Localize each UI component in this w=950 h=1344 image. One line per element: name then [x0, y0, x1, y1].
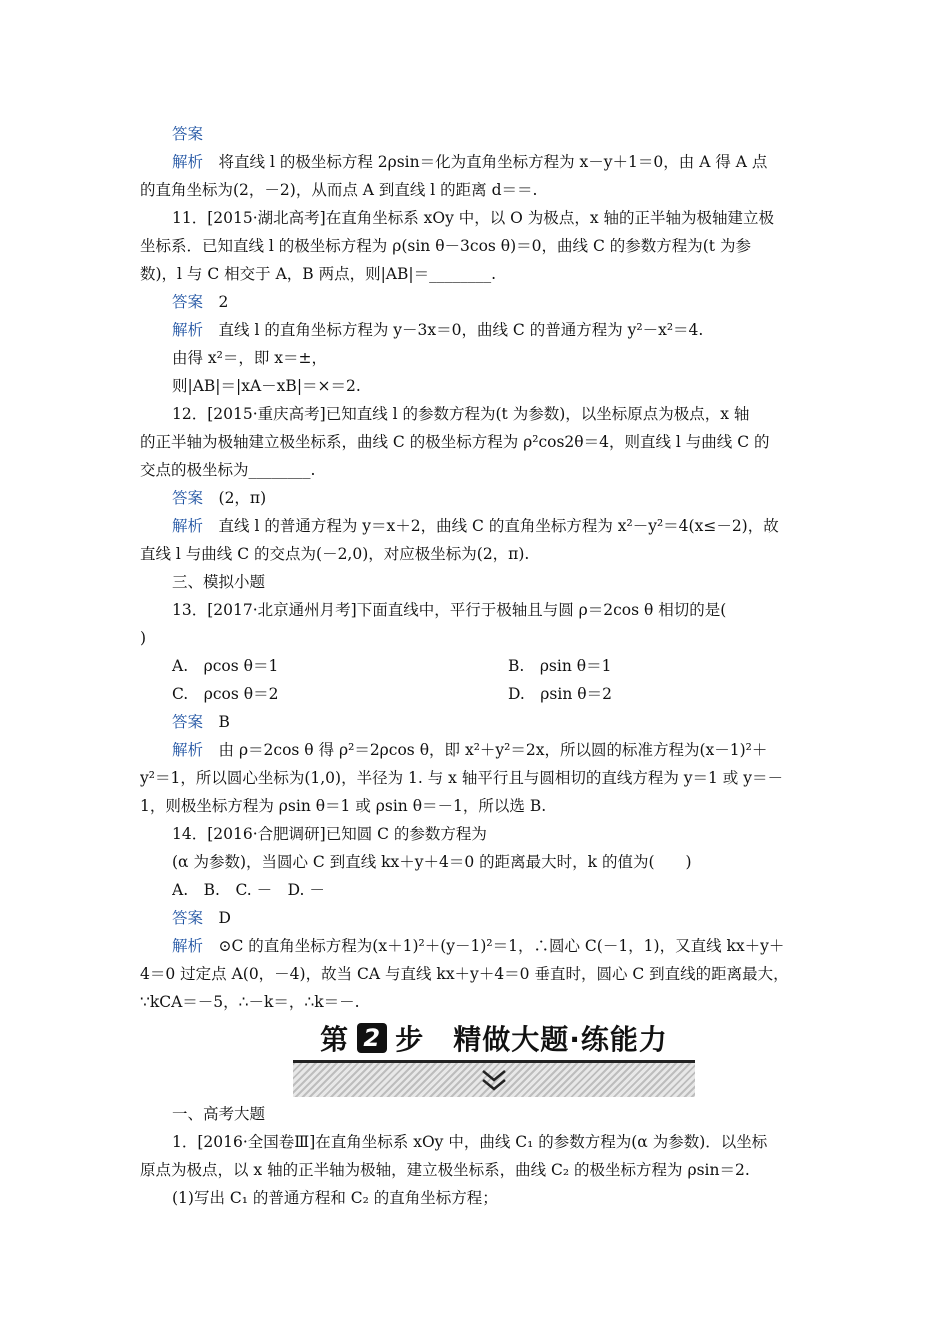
text-line — [172, 348, 810, 368]
answer-label: 答案 — [172, 909, 204, 927]
line-text: (2，π) — [203, 489, 267, 507]
text-line — [172, 208, 810, 228]
answer-label: 答案 — [172, 293, 204, 311]
line-text: (1)写出 C₁ 的普通方程和 C₂ 的直角坐标方程； — [172, 1189, 498, 1207]
line-text: 一、高考大题 — [172, 1105, 266, 1123]
text-line — [140, 768, 810, 788]
line-text: 11．[2015·湖北高考]在直角坐标系 xOy 中，以 O 为极点，x 轴的正半轴为极轴建立极 — [172, 209, 774, 227]
text-line — [172, 936, 810, 956]
text-line — [172, 516, 810, 536]
text-line — [140, 992, 810, 1012]
text-line — [172, 572, 810, 592]
answer-label: 答案 — [172, 489, 204, 507]
banner-suffix: 步 精做大题·练能力 — [395, 1023, 668, 1056]
line-text: 直线 l 与曲线 C 的交点为(－2,0)，对应极坐标为(2，π). — [140, 545, 530, 563]
text-line — [172, 880, 810, 900]
answer-label: 解析 — [172, 517, 204, 535]
answer-label: 解析 — [172, 321, 204, 339]
text-line — [172, 908, 810, 928]
answer-label: 解析 — [172, 153, 204, 171]
line-text: 原点为极点，以 x 轴的正半轴为极轴，建立极坐标系，曲线 C₂ 的极坐标方程为 ρsin＝2. — [140, 1161, 750, 1179]
line-text: 1，则极坐标方程为 ρsin θ＝1 或 ρsin θ＝－1，所以选 B. — [140, 797, 547, 815]
option-c: C. ρcos θ＝2 — [172, 685, 279, 703]
line-text: 直线 l 的直角坐标方程为 y－3x＝0，曲线 C 的普通方程为 y²－x²＝4. — [203, 321, 704, 339]
text-line — [172, 124, 810, 144]
answer-label: 答案 — [172, 713, 204, 731]
section-banner — [293, 1018, 695, 1094]
line-text: D — [203, 909, 231, 927]
text-line — [140, 1160, 810, 1180]
text-line — [172, 376, 810, 396]
banner-prefix: 第 — [320, 1023, 350, 1056]
text-line — [140, 460, 810, 480]
banner-title — [293, 1018, 695, 1058]
option-b: B. ρsin θ＝1 — [508, 657, 612, 675]
text-line — [172, 1104, 810, 1124]
text-line — [172, 824, 810, 844]
text-line — [172, 152, 810, 172]
text-line — [172, 404, 810, 424]
line-text: 交点的极坐标为________. — [140, 461, 316, 479]
line-text: 12．[2015·重庆高考]已知直线 l 的参数方程为(t 为参数)，以坐标原点为极点，x 轴 — [172, 405, 750, 423]
option-d: D. ρsin θ＝2 — [508, 685, 612, 703]
text-line — [140, 964, 810, 984]
line-text: 1．[2016·全国卷Ⅲ]在直角坐标系 xOy 中，曲线 C₁ 的参数方程为(α 为参数)．以坐标 — [172, 1133, 768, 1151]
banner-stripe-bar — [293, 1060, 695, 1097]
text-line — [140, 544, 810, 564]
line-text: B — [203, 713, 230, 731]
line-text: 的正半轴为极轴建立极坐标系，曲线 C 的极坐标方程为 ρ²cos2θ＝4，则直线 l 与曲线 C 的 — [140, 433, 770, 451]
line-text: 14．[2016·合肥调研]已知圆 C 的参数方程为 — [172, 825, 487, 843]
text-line — [140, 264, 810, 284]
line-text: A. B. C. － D. － — [172, 881, 325, 899]
line-text: (α 为参数)，当圆心 C 到直线 kx＋y＋4＝0 的距离最大时，k 的值为( ) — [172, 853, 692, 871]
option-a: A. ρcos θ＝1 — [172, 657, 279, 675]
step-number-badge: 2 — [357, 1023, 387, 1053]
line-text: ∵kCA＝－5，∴－k＝，∴k＝－. — [140, 993, 360, 1011]
line-text: 坐标系．已知直线 l 的极坐标方程为 ρ(sin θ－3cos θ)＝0，曲线 C 的参数方程为(t 为参 — [140, 237, 751, 255]
line-text: 4＝0 过定点 A(0，－4)，故当 CA 与直线 kx＋y＋4＝0 垂直时，圆心 C 到直线的距离最大， — [140, 965, 789, 983]
line-text: 将直线 l 的极坐标方程 2ρsin＝化为直角坐标方程为 x－y＋1＝0，由 A 得 A 点 — [203, 153, 768, 171]
text-line — [140, 796, 810, 816]
line-text: 直线 l 的普通方程为 y＝x＋2，曲线 C 的直角坐标方程为 x²－y²＝4(x≤－2)，故 — [203, 517, 779, 535]
double-chevron-down-icon — [479, 1065, 509, 1095]
text-line — [172, 600, 810, 620]
text-line — [140, 432, 810, 452]
text-line — [172, 712, 810, 732]
answer-label: 答案 — [172, 125, 204, 143]
line-text: ) — [140, 629, 147, 647]
line-text: 的直角坐标为(2，－2)，从而点 A 到直线 l 的距离 d＝＝. — [140, 181, 538, 199]
text-line — [172, 320, 810, 340]
text-line — [172, 852, 810, 872]
text-line — [172, 1188, 810, 1208]
line-text: 由得 x²＝，即 x＝±， — [172, 349, 328, 367]
line-text: 2 — [203, 293, 229, 311]
line-text: 13．[2017·北京通州月考]下面直线中，平行于极轴且与圆 ρ＝2cos θ 相切的是( — [172, 601, 727, 619]
answer-label: 解析 — [172, 937, 204, 955]
text-line — [140, 628, 810, 648]
line-text: 则|AB|＝|xA－xB|＝×＝2. — [172, 377, 361, 395]
text-line — [172, 740, 810, 760]
line-text: 数)，l 与 C 相交于 A，B 两点，则|AB|＝________. — [140, 265, 497, 283]
text-line — [172, 488, 810, 508]
line-text: ⊙C 的直角坐标方程为(x＋1)²＋(y－1)²＝1，∴圆心 C(－1，1)，又直线 kx＋y＋ — [203, 937, 785, 955]
line-text: 由 ρ＝2cos θ 得 ρ²＝2ρcos θ，即 x²＋y²＝2x，所以圆的标准方程为(x－1)²＋ — [203, 741, 768, 759]
text-line — [172, 1132, 810, 1152]
answer-label: 解析 — [172, 741, 204, 759]
text-line — [140, 236, 810, 256]
text-line — [172, 292, 810, 312]
text-line — [140, 180, 810, 200]
line-text: y²＝1，所以圆心坐标为(1,0)，半径为 1. 与 x 轴平行且与圆相切的直线方程为 y＝1 或 y＝－ — [140, 769, 783, 787]
line-text: 三、模拟小题 — [172, 573, 266, 591]
